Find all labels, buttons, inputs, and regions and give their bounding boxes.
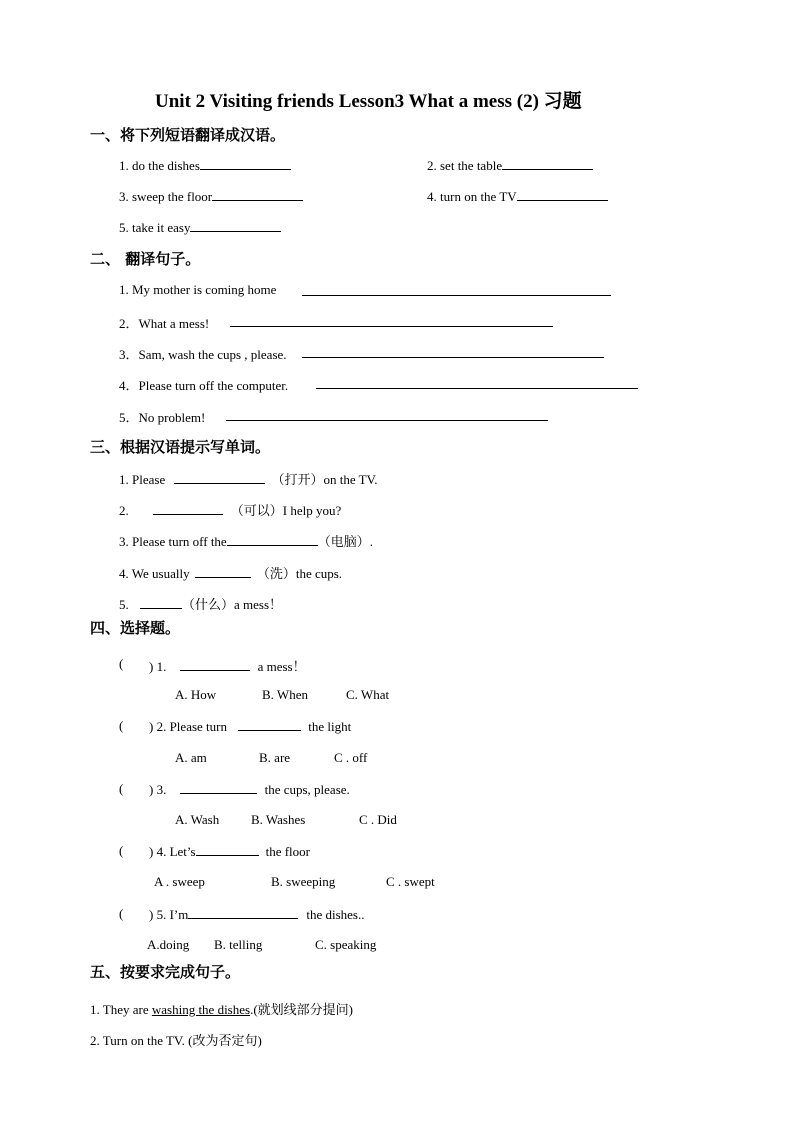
- s1-item-5: 5. take it easy: [119, 219, 281, 236]
- section-1-heading: 一、将下列短语翻译成汉语。: [90, 126, 286, 144]
- section-3-heading: 三、根据汉语提示写单词。: [90, 438, 271, 456]
- s1-item-1: 1. do the dishes: [119, 157, 291, 174]
- q3-paren[interactable]: (: [119, 781, 124, 796]
- answer-line[interactable]: [302, 345, 604, 358]
- answer-blank[interactable]: [174, 471, 265, 484]
- q4-option-b[interactable]: B. sweeping: [271, 874, 336, 889]
- answer-blank[interactable]: [196, 843, 259, 856]
- section-4-heading: 四、选择题。: [90, 619, 181, 637]
- answer-blank[interactable]: [502, 157, 593, 170]
- answer-blank[interactable]: [153, 502, 223, 515]
- q2-paren[interactable]: (: [119, 718, 124, 733]
- underlined-phrase: washing the dishes: [151, 1002, 251, 1017]
- s2-item-5: 5．No problem!: [119, 410, 206, 425]
- answer-line[interactable]: [230, 314, 553, 327]
- s1-item-4: 4. turn on the TV: [427, 188, 608, 205]
- s2-item-4: 4．Please turn off the computer.: [119, 378, 289, 393]
- s5-item-2: 2. Turn on the TV. (改为否定句): [90, 1033, 262, 1048]
- answer-blank[interactable]: [227, 533, 318, 546]
- q5-option-a[interactable]: A.doing: [147, 937, 190, 952]
- q1-option-a[interactable]: A. How: [175, 687, 217, 702]
- answer-blank[interactable]: [517, 188, 608, 201]
- s3-item-3: 3. Please turn off the （电脑）.: [119, 534, 373, 549]
- answer-line[interactable]: [226, 408, 548, 421]
- q5-stem: ) 5. I’m the dishes..: [149, 907, 365, 922]
- answer-blank[interactable]: [200, 157, 291, 170]
- s3-item-2: 2. （可以）I help you?: [119, 503, 342, 518]
- q1-option-b[interactable]: B. When: [262, 687, 308, 702]
- s1-item-2: 2. set the table: [427, 157, 593, 174]
- q2-option-a[interactable]: A. am: [175, 750, 207, 765]
- q1-option-c[interactable]: C. What: [346, 687, 390, 702]
- s2-item-3: 3．Sam, wash the cups , please.: [119, 347, 287, 362]
- q5-paren[interactable]: (: [119, 906, 124, 921]
- q4-paren[interactable]: (: [119, 843, 124, 858]
- answer-blank[interactable]: [180, 781, 257, 794]
- q5-option-b[interactable]: B. telling: [214, 937, 263, 952]
- page-title: Unit 2 Visiting friends Lesson3 What a mess (2) 习题: [155, 91, 582, 112]
- answer-blank[interactable]: [212, 188, 303, 201]
- s3-item-1: 1. Please （打开）on the TV.: [119, 472, 378, 487]
- s3-item-5: 5. （什么）a mess！: [119, 597, 283, 612]
- q4-option-a[interactable]: A . sweep: [154, 874, 205, 889]
- section-2-heading: 二、 翻译句子。: [90, 250, 201, 268]
- q5-option-c[interactable]: C. speaking: [315, 937, 377, 952]
- s2-item-2: 2．What a mess!: [119, 316, 210, 331]
- answer-line[interactable]: [316, 376, 638, 389]
- answer-blank[interactable]: [180, 658, 250, 671]
- q3-option-a[interactable]: A. Wash: [175, 812, 220, 827]
- q3-option-c[interactable]: C . Did: [359, 812, 397, 827]
- section-5-heading: 五、按要求完成句子。: [90, 963, 241, 981]
- answer-blank[interactable]: [190, 219, 281, 232]
- q2-stem: ) 2. Please turn the light: [149, 719, 352, 734]
- answer-blank[interactable]: [195, 565, 251, 578]
- q2-option-b[interactable]: B. are: [259, 750, 291, 765]
- s3-item-4: 4. We usually （洗）the cups.: [119, 566, 343, 581]
- q4-option-c[interactable]: C . swept: [386, 874, 435, 889]
- s5-item-1: 1. They are washing the dishes.(就划线部分提问): [90, 1002, 353, 1017]
- s2-item-1: 1. My mother is coming home: [119, 282, 277, 297]
- q4-stem: ) 4. Let’s the floor: [149, 844, 310, 859]
- answer-blank[interactable]: [238, 718, 301, 731]
- answer-blank[interactable]: [188, 906, 298, 919]
- q2-option-c[interactable]: C . off: [334, 750, 368, 765]
- q3-option-b[interactable]: B. Washes: [251, 812, 306, 827]
- q1-stem: ) 1. a mess！: [149, 659, 306, 674]
- q1-paren[interactable]: (: [119, 656, 124, 671]
- answer-blank[interactable]: [140, 596, 182, 609]
- s1-item-3: 3. sweep the floor: [119, 188, 303, 205]
- answer-line[interactable]: [302, 283, 611, 296]
- q3-stem: ) 3. the cups, please.: [149, 782, 350, 797]
